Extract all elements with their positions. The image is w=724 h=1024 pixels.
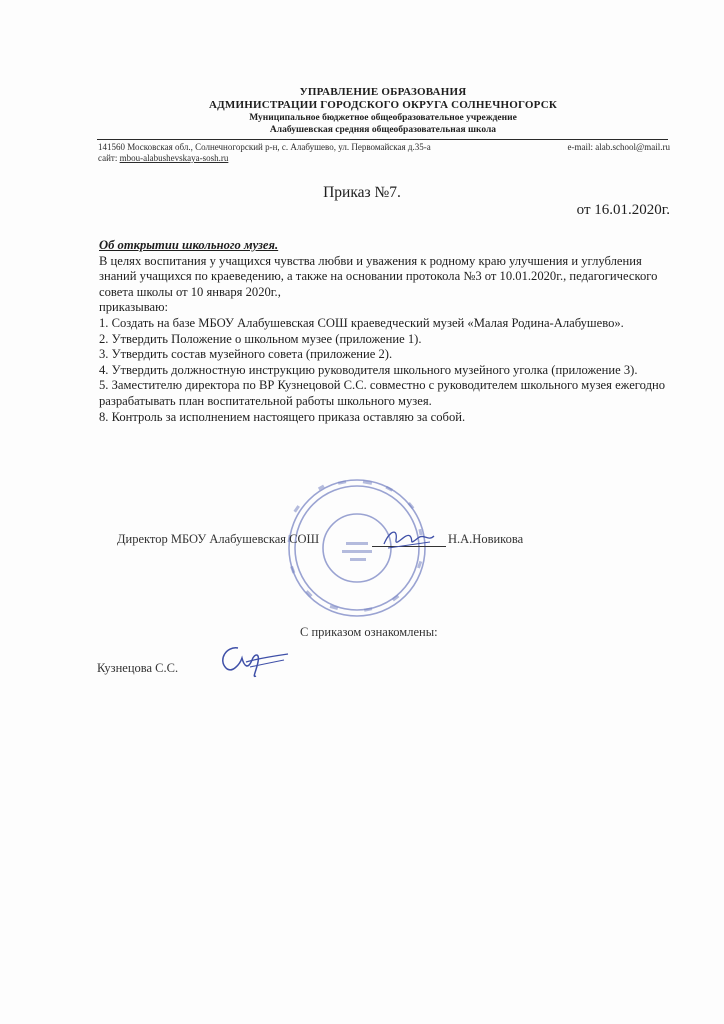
email: e-mail: alab.school@mail.ru: [567, 142, 670, 152]
header-line-4: Алабушевская средняя общеобразовательная школа: [269, 125, 497, 135]
header-line-2: АДМИНИСТРАЦИИ ГОРОДСКОГО ОКРУГА СОЛНЕЧНОГОРСК: [208, 99, 558, 111]
website: [98, 153, 228, 164]
order-intro: В целях воспитания у учащихся чувства любви и уважения к родному краю улучшения и углубления знаний учащихся по краеведению, а также на основании протокола №3 от 10.01.2020г., педагогического совета школы от 10 января 2020г.,: [99, 253, 658, 299]
order-title: Приказ №7.: [323, 184, 401, 201]
director-title: Директор МБОУ Алабушевская СОШ: [117, 532, 320, 546]
letterhead: [96, 86, 670, 136]
order-item: 5. Заместителю директора по ВР Кузнецовой С.С. совместно с руководителем школьного музея ежегодно разрабатывать план воспитательной работы школьного музея.: [99, 378, 666, 408]
order-item: 8. Контроль за исполнением настоящего приказа оставляю за собой.: [99, 409, 466, 424]
order-date: от 16.01.2020г.: [576, 202, 670, 218]
website-label: сайт:: [98, 153, 120, 163]
order-subject: Об открытии школьного музея.: [99, 238, 279, 252]
order-item: 4. Утвердить должностную инструкцию руководителя школьного музейного уголка (приложение 3).: [99, 362, 638, 377]
acknowledged-person: Кузнецова С.С.: [97, 661, 179, 675]
order-body: [99, 238, 669, 425]
acknowledgement-signature: [212, 640, 292, 682]
address: 141560 Московская обл., Солнечногорский р-н, с. Алабушево, ул. Первомайская д.35-а: [98, 142, 431, 152]
acknowledgement-title: С приказом ознакомлены:: [300, 625, 438, 639]
website-link[interactable]: mbou-alabushevskaya-sosh.ru: [119, 153, 229, 163]
header-line-1: УПРАВЛЕНИЕ ОБРАЗОВАНИЯ: [299, 86, 467, 98]
header-divider: [97, 139, 668, 140]
order-item: 2. Утвердить Положение о школьном музее (приложение 1).: [99, 331, 422, 346]
director-name: Н.А.Новикова: [448, 532, 524, 546]
order-item: 3. Утвердить состав музейного совета (приложение 2).: [99, 347, 393, 362]
director-signature: [378, 522, 438, 554]
order-item: 1. Создать на базе МБОУ Алабушевская СОШ краеведческий музей «Малая Родина-Алабушево».: [99, 315, 624, 330]
header-line-3: Муниципальное бюджетное общеобразовательное учреждение: [249, 113, 517, 123]
order-word: приказываю:: [99, 300, 169, 315]
